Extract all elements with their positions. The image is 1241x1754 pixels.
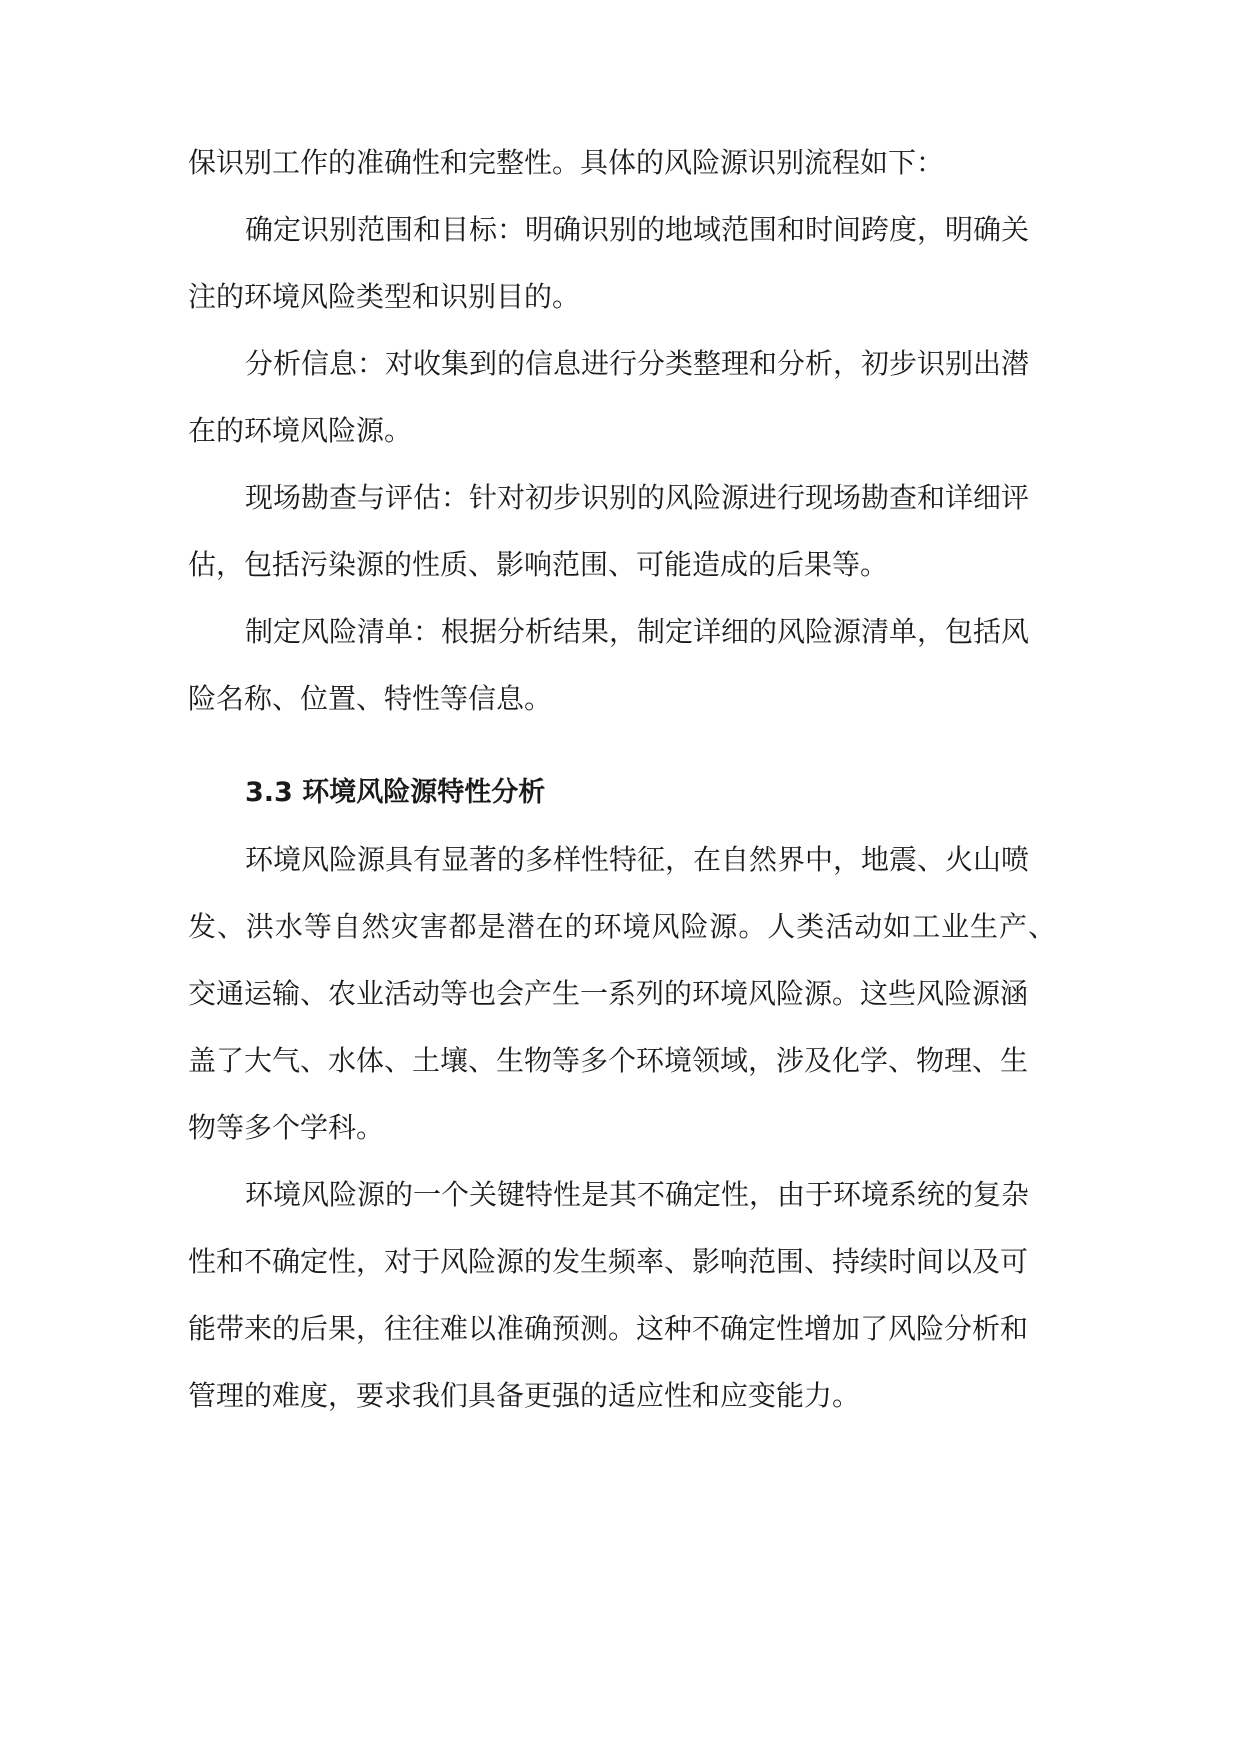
- paragraph-line: 分析信息：对收集到的信息进行分类整理和分析，初步识别出潜: [245, 347, 1030, 380]
- paragraph-line: 管理的难度，要求我们具备更强的适应性和应变能力。: [188, 1379, 861, 1412]
- paragraph-line: 制定风险清单：根据分析结果，制定详细的风险源清单，包括风: [245, 615, 1030, 648]
- paragraph-line: 环境风险源的一个关键特性是其不确定性，由于环境系统的复杂: [245, 1178, 1030, 1211]
- paragraph-line: 险名称、位置、特性等信息。: [188, 682, 553, 715]
- paragraph-line: 能带来的后果，往往难以准确预测。这种不确定性增加了风险分析和: [188, 1312, 1029, 1345]
- paragraph-line: 确定识别范围和目标：明确识别的地域范围和时间跨度，明确关: [245, 213, 1030, 246]
- paragraph-line: 交通运输、农业活动等也会产生一系列的环境风险源。这些风险源涵: [188, 977, 1029, 1010]
- paragraph-line: 环境风险源具有显著的多样性特征，在自然界中，地震、火山喷: [245, 843, 1030, 876]
- paragraph-line: 在的环境风险源。: [188, 414, 413, 447]
- section-heading: 3.3 环境风险源特性分析: [245, 777, 546, 808]
- paragraph-line: 估，包括污染源的性质、影响范围、可能造成的后果等。: [188, 548, 889, 581]
- paragraph-line: 注的环境风险类型和识别目的。: [188, 280, 581, 313]
- paragraph-line: 保识别工作的准确性和完整性。具体的风险源识别流程如下：: [188, 146, 945, 179]
- paragraph-line: 性和不确定性，对于风险源的发生频率、影响范围、持续时间以及可: [188, 1245, 1029, 1278]
- paragraph-line: 发、洪水等自然灾害都是潜在的环境风险源。人类活动如工业生产、: [188, 910, 1056, 943]
- paragraph-line: 物等多个学科。: [188, 1111, 385, 1144]
- paragraph-line: 现场勘查与评估：针对初步识别的风险源进行现场勘查和详细评: [245, 481, 1030, 514]
- paragraph-line: 盖了大气、水体、土壤、生物等多个环境领域，涉及化学、物理、生: [188, 1044, 1029, 1077]
